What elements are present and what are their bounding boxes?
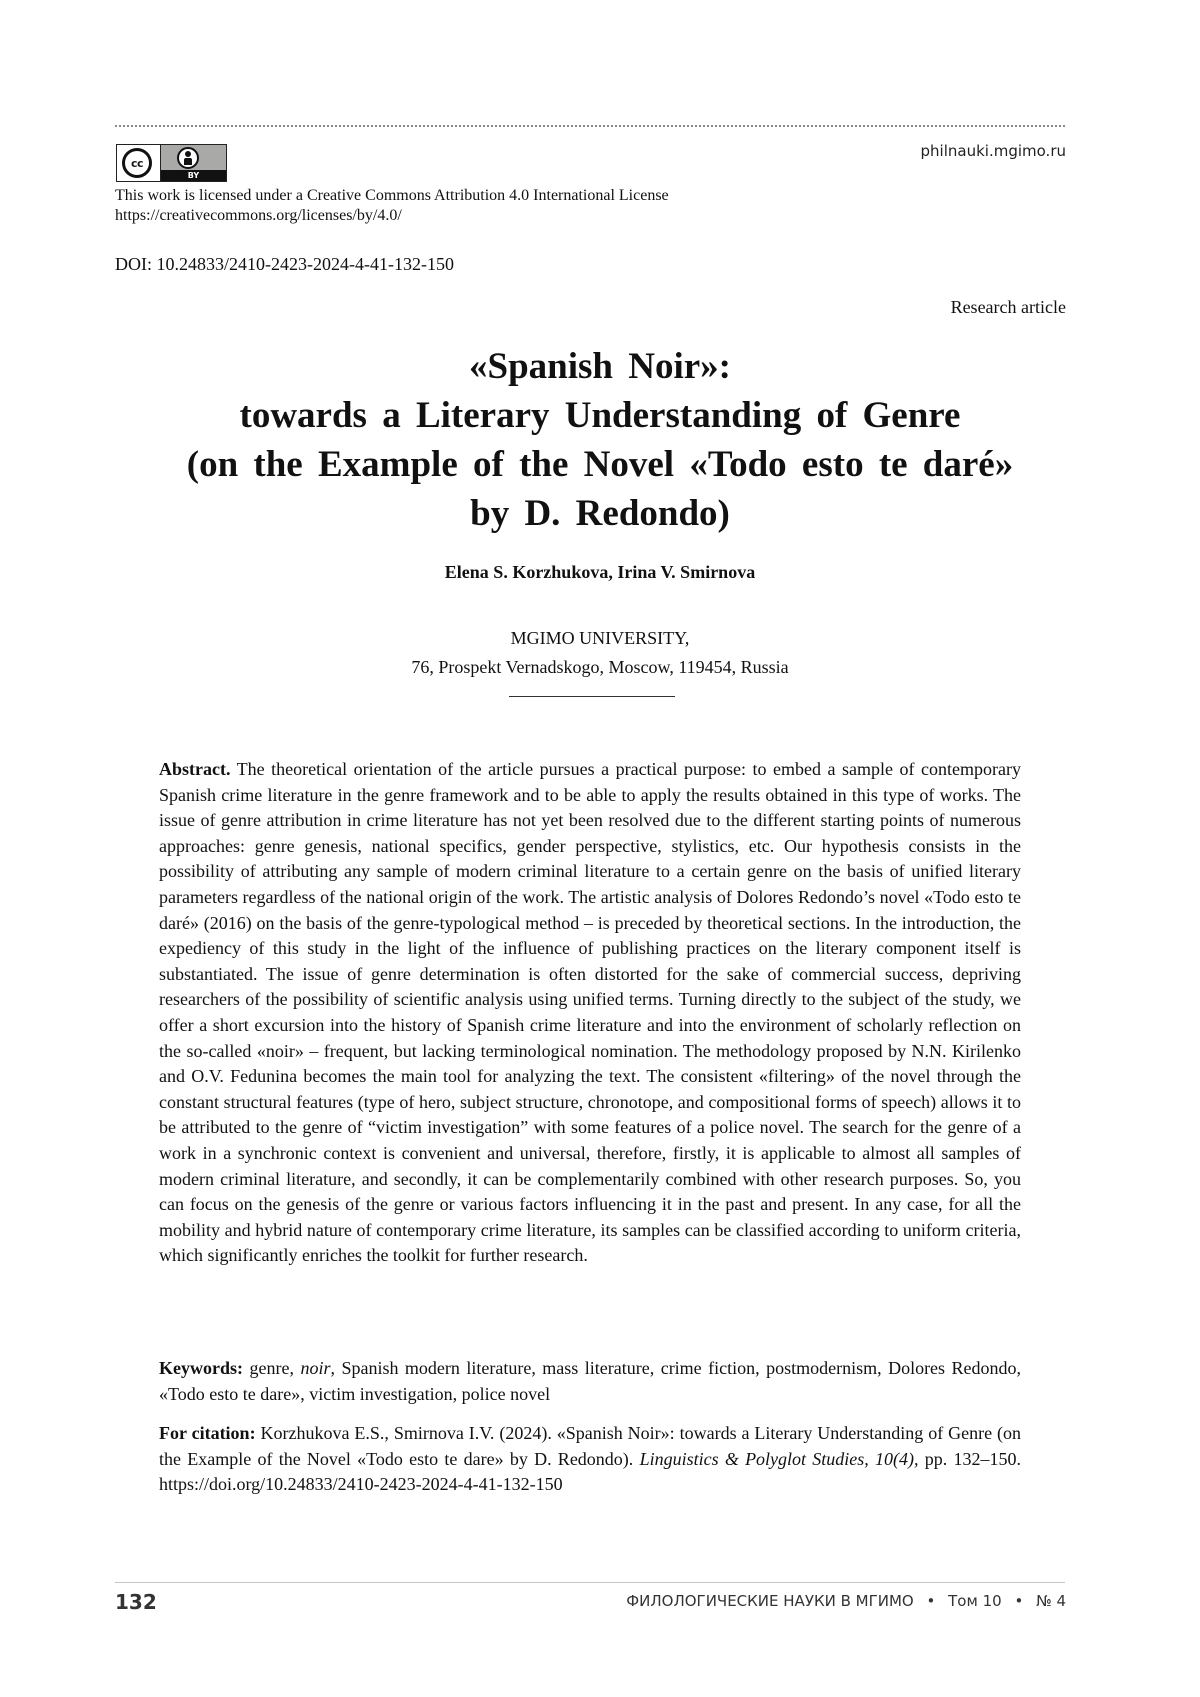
abstract xyxy=(159,757,1021,1269)
attribution-person-icon xyxy=(177,147,199,169)
journal-website[interactable]: philnauki.mgimo.ru xyxy=(920,142,1066,160)
issue: № 4 xyxy=(1036,1592,1066,1610)
article-type: Research article xyxy=(950,297,1066,317)
keywords-italic-term: noir xyxy=(300,1358,331,1378)
title-line: (on the Example of the Novel «Todo esto te daré» xyxy=(186,444,1014,485)
title-line: «Spanish Noir»: xyxy=(469,346,731,387)
citation-label: For citation: xyxy=(159,1423,256,1443)
authors: Elena S. Korzhukova, Irina V. Smirnova xyxy=(444,562,756,582)
title-line: towards a Literary Understanding of Genre xyxy=(239,395,961,436)
citation xyxy=(159,1421,1021,1498)
volume: Том 10 xyxy=(948,1592,1002,1610)
affiliation-address: 76, Prospekt Vernadskogo, Moscow, 119454, Russia xyxy=(411,657,789,677)
abstract-text: The theoretical orientation of the article pursues a practical purpose: to embed a sample of contemporary Spanish crime literature in the genre framework and to be able to apply the results obtained in this type of works. The issue of genre attribution in crime literature has not yet been resolved due to the different starting points of numerous approaches: genre genesis, national specifics, gender perspective, stylistics, etc. Our hypothesis consists in the possibility of attributing any sample of modern criminal literature to a certain genre on the basis of unified literary parameters regardless of the national origin of the work. The artistic analysis of Dolores Redondo’s novel «Todo esto te daré» (2016) on the basis of the genre-typological method – is preceded by theoretical sections. In the introduction, the expediency of this study in the light of the influence of publishing practices on the literary component itself is substantiated. The issue of genre determination is often distorted for the sake of commercial success, depriving researchers of the possibility of scientific analysis using unified terms. Turning directly to the subject of the study, we offer a short excursion into the history of Spanish crime literature and into the environment of scholarly reflection on the so-called «noir» – frequent, but lacking terminological nomination. The methodology proposed by N.N. Kirilenko and O.V. Fedunina becomes the main tool for analyzing the text. The consistent «filtering» of the novel through the constant structural features (type of hero, subject structure, chronotope, and compositional forms of speech) allows it to be attributed to the genre of “victim investigation” with some features of a police novel. The search for the genre of a work in a synchronic context is convenient and universal, therefore, firstly, it is applicable to almost all samples of modern criminal literature, and secondly, it can be complementarily combined with other research purposes. So, you can focus on the genesis of the genre or various factors influencing it in the past and present. In any case, for all the mobility and hybrid nature of contemporary crime literature, its samples can be classified according to uniform criteria, which significantly enriches the toolkit for further research. xyxy=(159,759,1021,1266)
separator-dot: • xyxy=(926,1592,936,1610)
license-notice xyxy=(115,186,669,226)
cc-by-license-badge[interactable] xyxy=(116,144,227,182)
separator-dot: • xyxy=(1014,1592,1024,1610)
license-statement: This work is licensed under a Creative Commons Attribution 4.0 International License xyxy=(115,187,669,204)
keywords xyxy=(159,1356,1021,1407)
title-line: by D. Redondo) xyxy=(470,493,730,534)
affiliation xyxy=(100,624,1100,682)
doi: DOI: 10.24833/2410-2423-2024-4-41-132-150 xyxy=(115,254,454,274)
keywords-text-start: genre, xyxy=(249,1358,294,1378)
top-dotted-rule xyxy=(115,125,1065,127)
citation-pages-doi[interactable]: pp. 132–150. https://doi.org/10.24833/2410-2423-2024-4-41-132-150 xyxy=(159,1448,1022,1495)
cc-icon: cc xyxy=(122,148,152,178)
cc-logo-panel xyxy=(117,145,161,181)
section-divider xyxy=(509,696,675,697)
article-title xyxy=(100,342,1100,538)
citation-text: Korzhukova E.S., Smirnova I.V. (2024). «Spanish Noir»: towards a Literary Understanding of Genre (on the Example of the Novel «Todo esto te dare» by D. Redondo). xyxy=(159,1423,1021,1469)
running-footer xyxy=(626,1592,1066,1610)
affiliation-name: MGIMO UNIVERSITY, xyxy=(510,628,690,648)
footer-rule xyxy=(115,1582,1065,1583)
keywords-text-rest: , Spanish modern literature, mass literature, crime fiction, postmodernism, Dolores Redondo, «Todo esto te dare», victim investigation, police novel xyxy=(159,1358,1022,1404)
abstract-label: Abstract. xyxy=(159,759,231,779)
journal-name: ФИЛОЛОГИЧЕСКИЕ НАУКИ В МГИМО xyxy=(626,1592,914,1610)
page-number: 132 xyxy=(115,1590,157,1614)
citation-journal: Linguistics & Polyglot Studies, 10(4), xyxy=(639,1448,919,1469)
keywords-label: Keywords: xyxy=(159,1358,243,1378)
license-url[interactable]: https://creativecommons.org/licenses/by/4.0/ xyxy=(115,207,402,224)
by-label: BY xyxy=(161,170,226,181)
